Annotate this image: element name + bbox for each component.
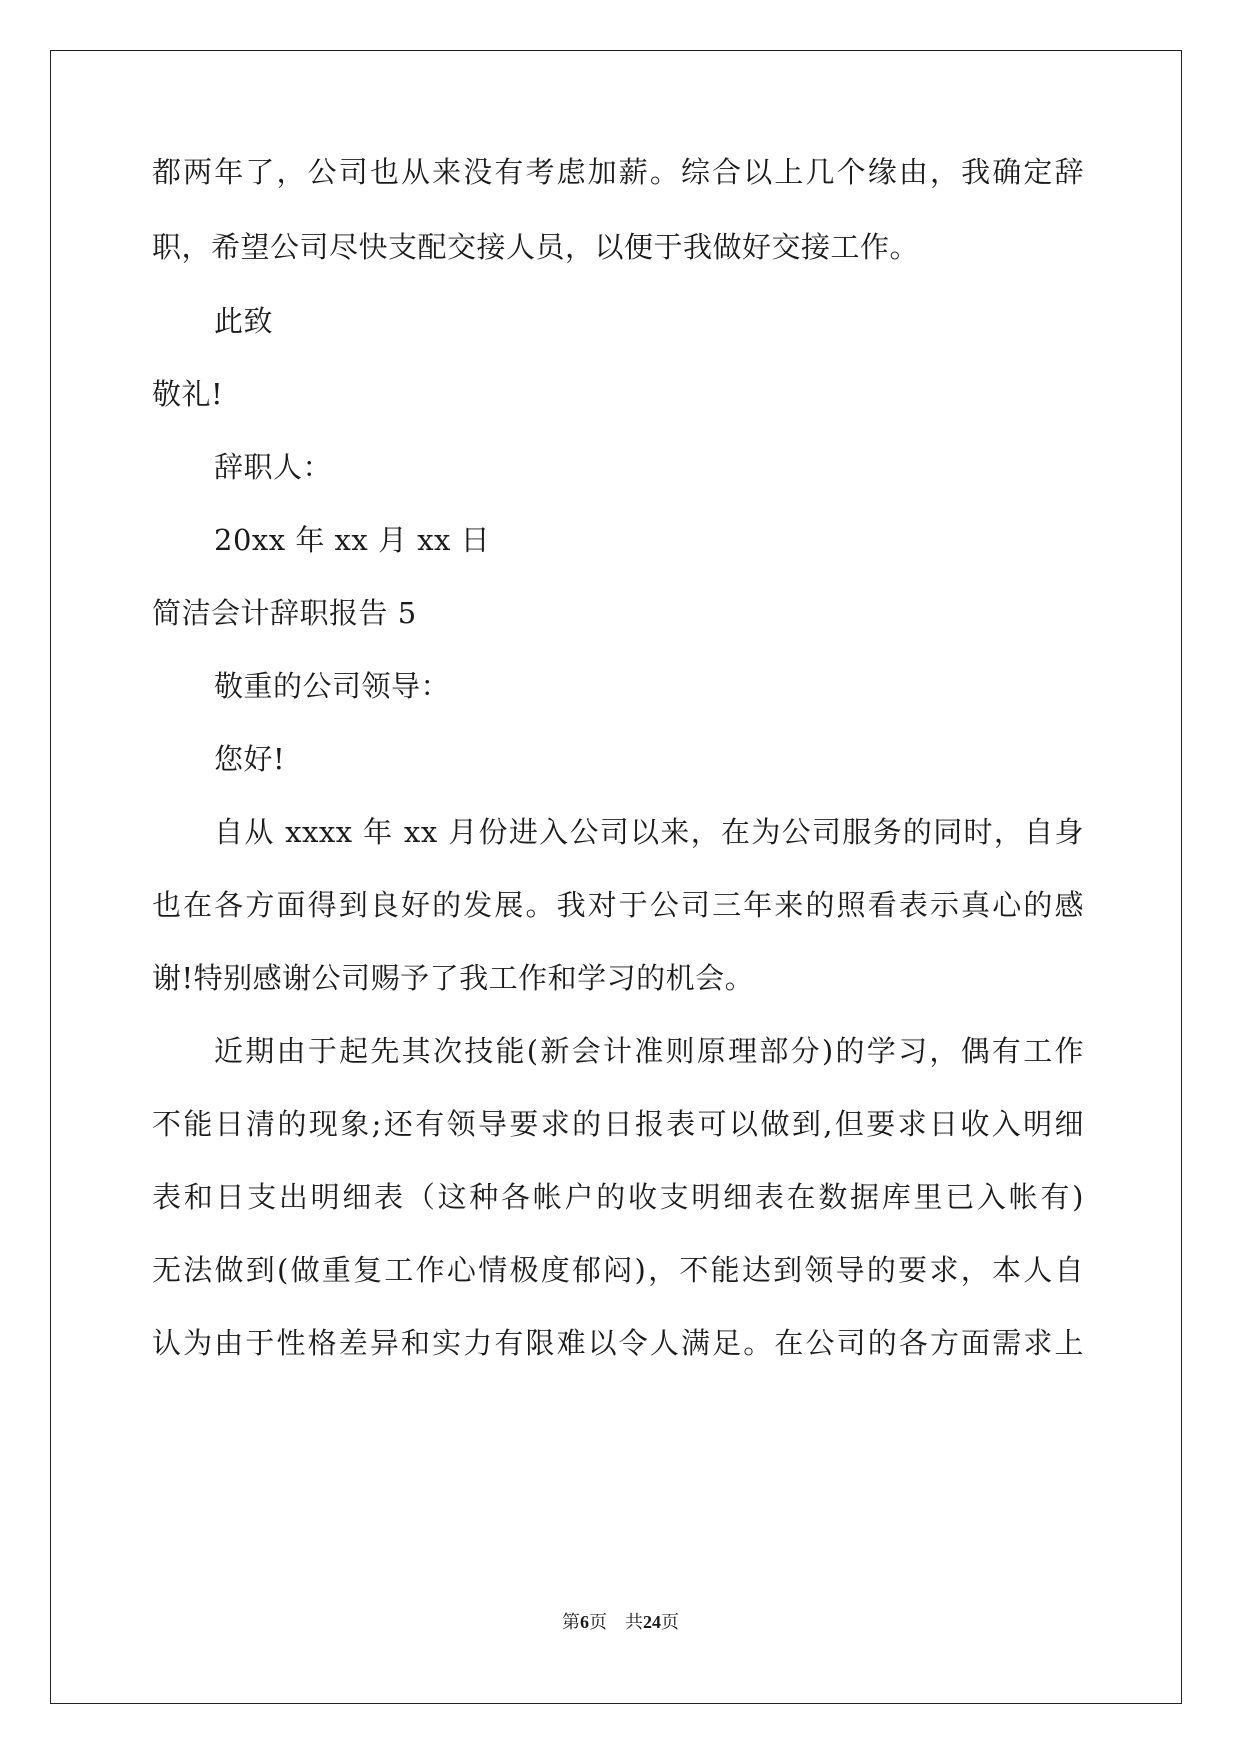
greeting: 您好! [214,742,286,776]
body-text-line: 认为由于性格差异和实力有限难以令人满足。在公司的各方面需求上 [152,1326,1084,1360]
body-text-line: 表和日支出明细表（这种各帐户的收支明细表在数据库里已入帐有) [152,1180,1084,1214]
body-text-line: 不能日清的现象;还有领导要求的日报表可以做到,但要求日收入明细 [152,1107,1084,1141]
current-page-number: 6 [580,1612,589,1632]
body-text-line: 也在各方面得到良好的发展。我对于公司三年来的照看表示真心的感 [152,888,1084,922]
date-line: 20xx 年 xx 月 xx 日 [214,523,491,557]
body-text-line: 自从 xxxx 年 xx 月份进入公司以来，在为公司服务的同时，自身 [214,815,1084,849]
footer-total-prefix: 共 [625,1612,643,1632]
body-text-line: 近期由于起先其次技能(新会计准则原理部分)的学习，偶有工作 [214,1034,1084,1068]
signature-label: 辞职人： [214,450,333,484]
footer-total-label: 页 [661,1612,679,1632]
total-page-count: 24 [643,1612,661,1632]
footer-prefix: 第 [562,1612,580,1632]
page-border [50,50,1182,1704]
footer-page-label: 页 [589,1612,607,1632]
greeting-recipient: 敬重的公司领导： [214,669,451,703]
body-text-line: 都两年了，公司也从来没有考虑加薪。综合以上几个缘由，我确定辞 [152,155,1084,189]
body-text-line: 无法做到(做重复工作心情极度郁闷)，不能达到领导的要求，本人自 [152,1253,1084,1287]
body-text-line: 谢!特别感谢公司赐予了我工作和学习的机会。 [152,961,755,995]
page-footer [0,1610,1241,1634]
closing-regards: 敬礼! [152,377,224,411]
section-heading: 简洁会计辞职报告 5 [152,596,417,630]
body-text-line: 职，希望公司尽快支配交接人员，以便于我做好交接工作。 [152,230,920,264]
closing-salutation: 此致 [214,304,274,338]
